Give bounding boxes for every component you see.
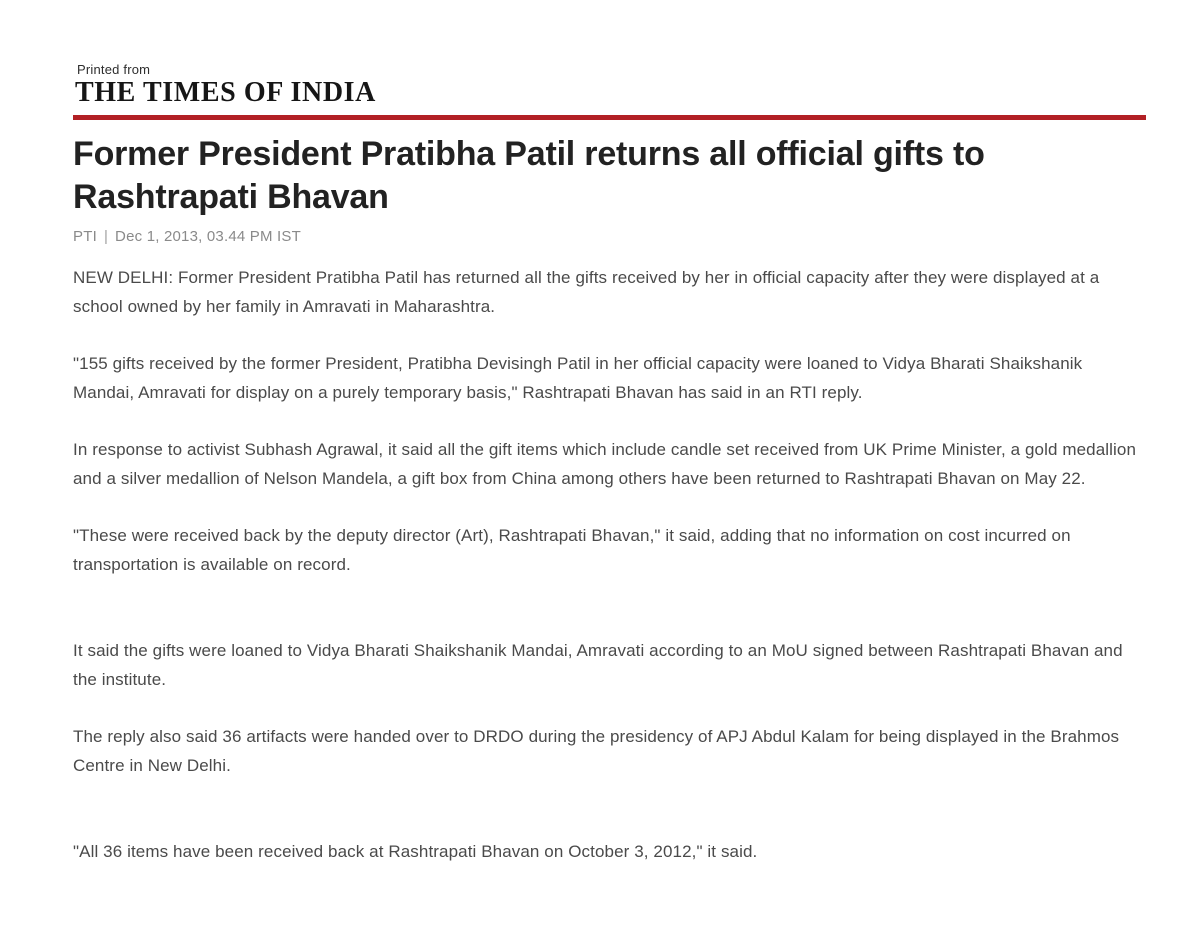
article-paragraph: "All 36 items have been received back at Rashtrapati Bhavan on October 3, 2012," it said. — [73, 842, 758, 861]
article-body — [73, 263, 1146, 866]
toi-masthead-logo: THE TIMES OF INDIA — [75, 77, 376, 108]
article-headline: Former President Pratibha Patil returns all official gifts to Rashtrapati Bhavan — [73, 135, 985, 216]
print-header — [73, 62, 1146, 108]
article-paragraph: "155 gifts received by the former President, Pratibha Devisingh Patil in her official capacity were loaned to Vidya Bharati Shaikshanik Mandai, Amravati for display on a purely temporary basis," Rashtrapati Bhavan has said in an RTI reply. — [73, 354, 1083, 402]
article-paragraph: In response to activist Subhash Agrawal, it said all the gift items which include candle set received from UK Prime Minister, a gold medallion and a silver medallion of Nelson Mandela, a gift box from China among others have been returned to Rashtrapati Bhavan on May 22. — [73, 440, 1137, 488]
article-paragraph: The reply also said 36 artifacts were handed over to DRDO during the presidency of APJ Abdul Kalam for being displayed in the Brahmos Centre in New Delhi. — [73, 727, 1120, 775]
byline-separator: | — [103, 228, 109, 245]
masthead-divider — [73, 115, 1146, 120]
article-content — [73, 62, 1146, 866]
article-paragraph: NEW DELHI: Former President Pratibha Patil has returned all the gifts received by her in official capacity after they were displayed at a school owned by her family in Amravati in Maharashtra. — [73, 268, 1100, 316]
article-paragraph: "These were received back by the deputy director (Art), Rashtrapati Bhavan," it said, adding that no information on cost incurred on transportation is available on record. — [73, 526, 1071, 574]
printed-from-label: Printed from — [77, 62, 151, 77]
article-byline — [73, 228, 1146, 246]
byline-source: PTI — [73, 228, 97, 245]
article-paragraph: It said the gifts were loaned to Vidya Bharati Shaikshanik Mandai, Amravati according to an MoU signed between Rashtrapati Bhavan and the institute. — [73, 641, 1123, 689]
article — [73, 133, 1146, 866]
byline-datetime: Dec 1, 2013, 03.44 PM IST — [115, 228, 301, 245]
